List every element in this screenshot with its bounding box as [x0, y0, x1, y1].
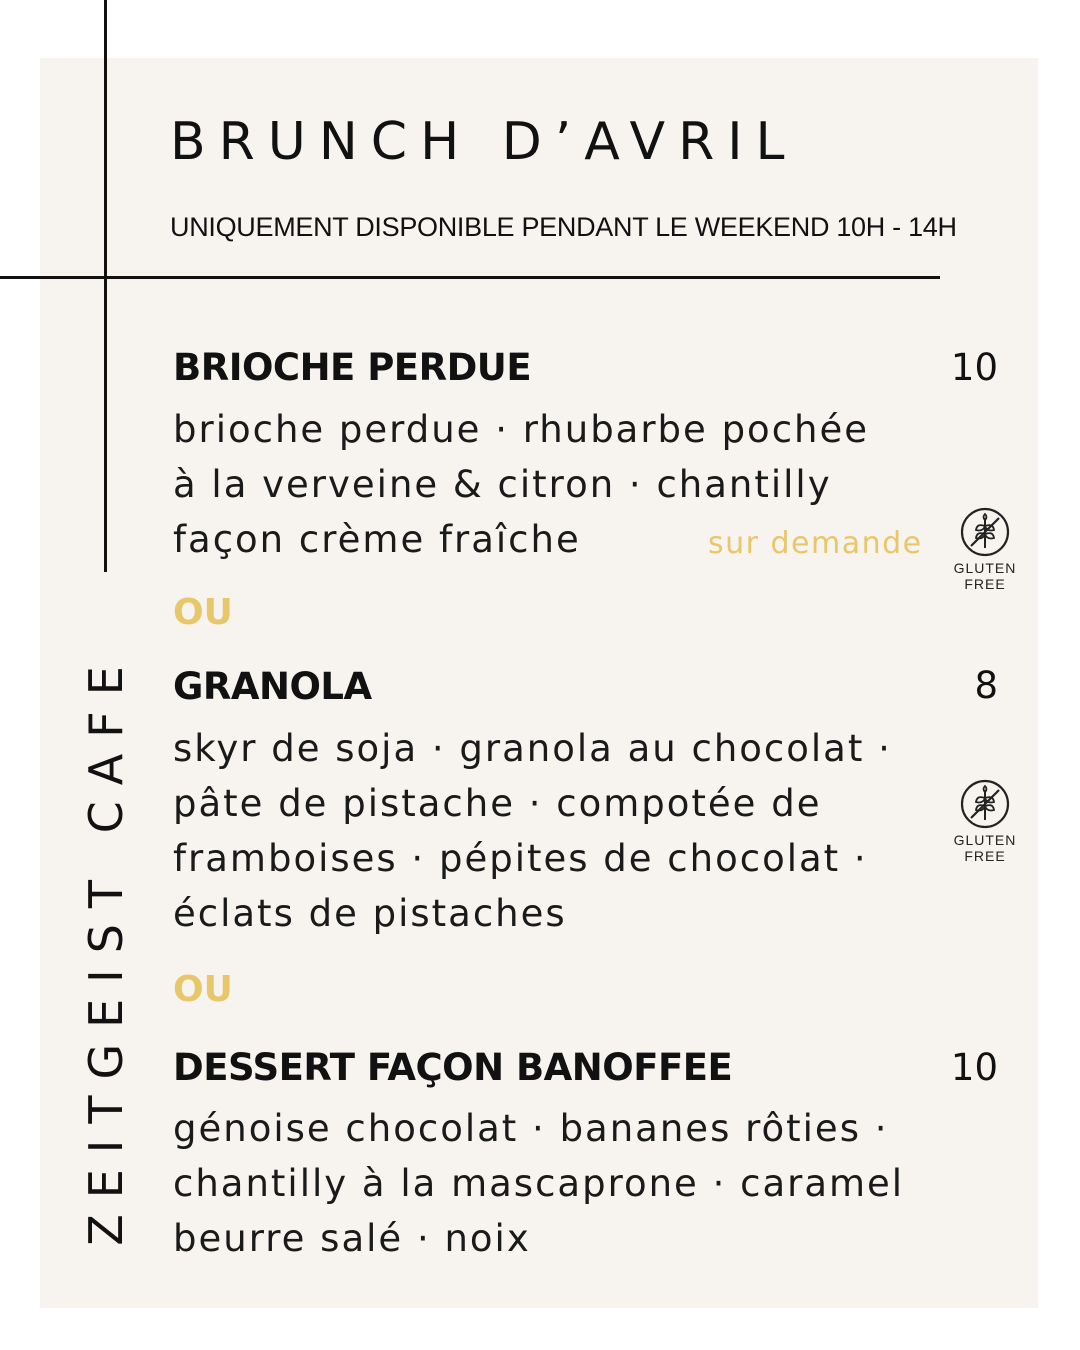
gluten-free-icon: [959, 778, 1011, 830]
gluten-free-badge: [945, 778, 1025, 864]
item-name-banoffee: DESSERT FAÇON BANOFFEE: [173, 1046, 733, 1089]
description-line: génoise chocolat · bananes rôties ·: [173, 1107, 889, 1150]
or-separator: OU: [173, 969, 233, 1010]
horizontal-rule: [0, 276, 940, 279]
vertical-rule: [104, 0, 107, 572]
gluten-free-badge: [945, 506, 1025, 592]
description-line: skyr de soja · granola au chocolat ·: [173, 727, 892, 770]
item-description-granola: [173, 721, 973, 941]
item-description-banoffee: [173, 1101, 973, 1266]
on-request-note: sur demande: [708, 526, 923, 561]
cafe-brand-vertical: ZEITGEIST CAFE: [79, 650, 133, 1246]
page-title: BRUNCH D’AVRIL: [170, 112, 798, 172]
gluten-free-label: GLUTEN FREE: [953, 560, 1017, 592]
item-price-banoffee: 10: [950, 1046, 998, 1089]
item-price-granola: 8: [974, 664, 998, 707]
description-line: brioche perdue · rhubarbe pochée: [173, 408, 870, 451]
description-line: beurre salé · noix: [173, 1217, 531, 1260]
item-name-granola: GRANOLA: [173, 665, 372, 708]
description-line: éclats de pistaches: [173, 892, 567, 935]
description-line: pâte de pistache · compotée de: [173, 782, 822, 825]
or-separator: OU: [173, 592, 233, 633]
item-price-brioche: 10: [950, 346, 998, 389]
description-line: façon crème fraîche: [173, 518, 581, 561]
item-name-brioche: BRIOCHE PERDUE: [173, 346, 532, 389]
gluten-free-icon: [959, 506, 1011, 558]
description-line: framboises · pépites de chocolat ·: [173, 837, 868, 880]
availability-subtitle: UNIQUEMENT DISPONIBLE PENDANT LE WEEKEND 10H - 14H: [170, 212, 957, 242]
gluten-free-label: GLUTEN FREE: [953, 832, 1017, 864]
description-line: chantilly à la mascaprone · caramel: [173, 1162, 905, 1205]
description-line: à la verveine & citron · chantilly: [173, 463, 832, 506]
